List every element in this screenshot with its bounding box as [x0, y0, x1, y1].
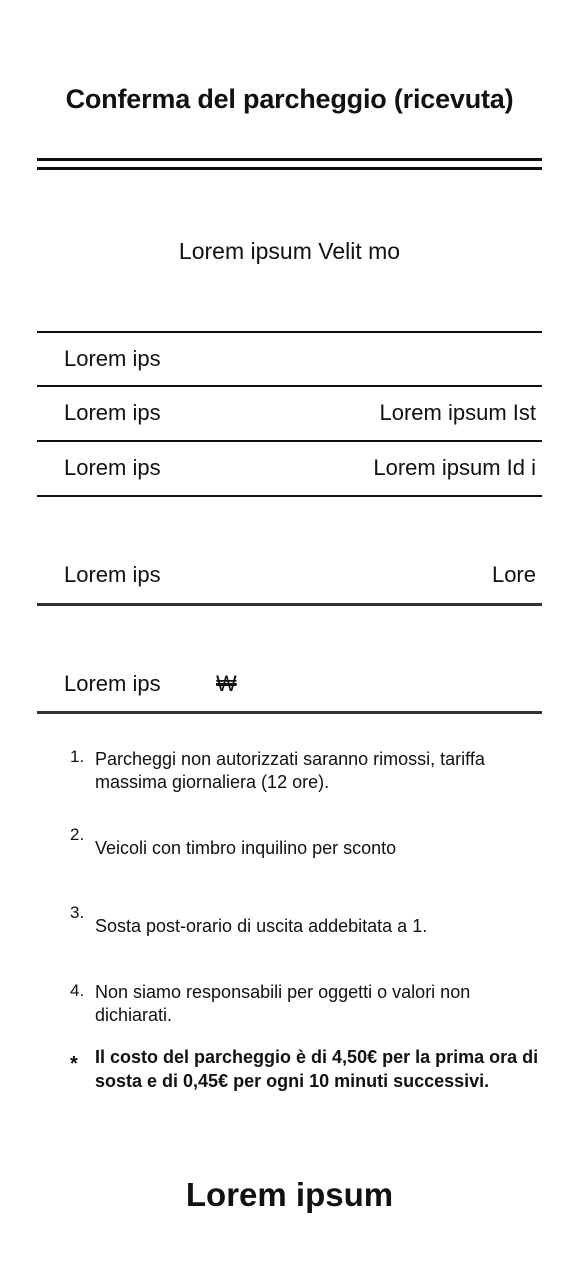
- table-divider: [37, 495, 542, 497]
- table-divider: [37, 711, 542, 714]
- row-4-label: Lorem ips: [64, 562, 161, 587]
- row-2-label: Lorem ips: [64, 400, 161, 425]
- subtitle: Lorem ipsum Velit mo: [178, 238, 401, 264]
- note-4-number: 4.: [70, 981, 85, 1000]
- title-divider-top: [37, 158, 542, 161]
- row-1-label: Lorem ips: [64, 346, 161, 371]
- row-3-value: Lorem ipsum Id i: [373, 455, 536, 480]
- note-3-text: Sosta post-orario di uscita addebitata a 1.: [95, 916, 428, 936]
- table-divider: [37, 331, 542, 333]
- row-2-value: Lorem ipsum Ist: [379, 400, 536, 425]
- footer-text: Lorem ipsum: [185, 1176, 394, 1213]
- note-2-number: 2.: [70, 825, 85, 844]
- note-2-text: Veicoli con timbro inquilino per sconto: [95, 838, 397, 858]
- asterisk-icon: *: [70, 1053, 78, 1075]
- row-4-value: Lore: [491, 562, 536, 587]
- table-divider: [37, 603, 542, 606]
- table-divider: [37, 440, 542, 442]
- note-1-number: 1.: [70, 747, 85, 766]
- page-title: Conferma del parcheggio (ricevuta): [65, 84, 514, 114]
- row-3-label: Lorem ips: [64, 455, 161, 480]
- won-currency-icon: ₩: [216, 671, 237, 696]
- table-divider: [37, 385, 542, 387]
- note-3-number: 3.: [70, 903, 85, 922]
- note-1-text: Parcheggi non autorizzati saranno rimossi, tariffa massima giornaliera (12 ore).: [95, 749, 485, 792]
- title-divider-bottom: [37, 167, 542, 170]
- parking-fee-note: Il costo del parcheggio è di 4,50€ per la prima ora di sosta e di 0,45€ per ogni 10 minuti successivi.: [95, 1047, 539, 1091]
- note-4-text: Non siamo responsabili per oggetti o valori non dichiarati.: [95, 982, 471, 1025]
- row-5-label: Lorem ips: [64, 671, 161, 696]
